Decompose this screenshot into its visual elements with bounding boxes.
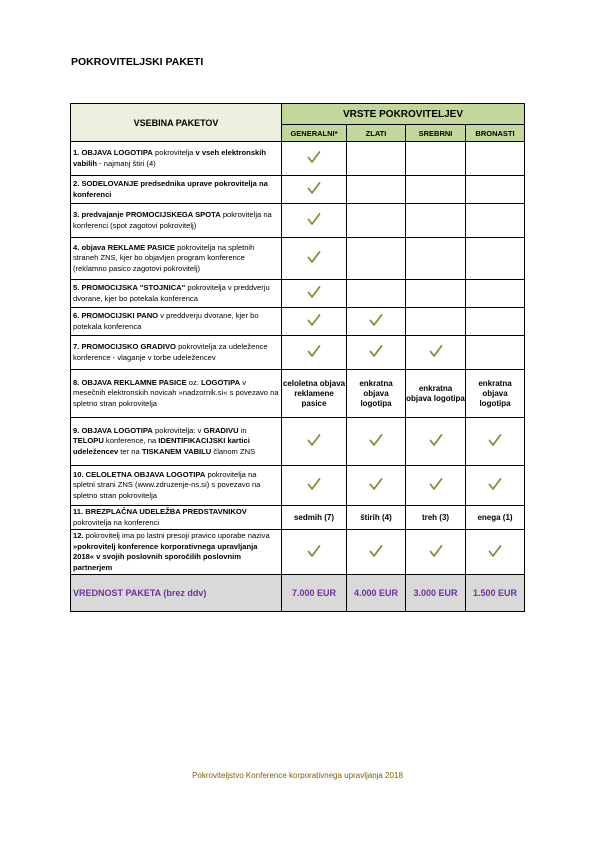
description-text: 11. BREZPLAČNA UDELEŽBA PREDSTAVNIKOV [73,507,247,516]
value-cell: enkratna objava logotipa [347,370,406,418]
checkmark-icon [429,344,443,358]
description-text: IDENTIFIKACIJSKI kartici udeležencev [73,436,250,456]
check-cell [282,204,347,238]
empty-cell [466,280,525,308]
description-text: pokrovitelja v preddverju dvorane, kjer bo potekala konferenca [73,283,270,303]
empty-cell [406,308,466,336]
table-row [71,370,525,418]
check-cell [282,530,347,575]
description-text: TISKANEM VABILU [141,446,212,456]
row-description [71,238,282,280]
description-text: pokrovitelja [152,148,196,157]
check-cell [347,466,406,506]
check-cell [282,238,347,280]
checkmark-icon [488,433,502,447]
empty-cell [406,280,466,308]
value-cell: enkratna objava logotipa [406,370,466,418]
description-text: 5. PROMOCIJSKA "STOJNICA" [73,283,186,292]
row-description [71,204,282,238]
checkmark-icon [307,344,321,358]
empty-cell [406,176,466,204]
empty-cell [347,204,406,238]
row-description [71,176,282,204]
description-text: »pokrovitelj konference korporativnega upravljanja 2018« v svojih poslovnih sporočilih poslovnim partnerjem [73,541,258,572]
check-cell [282,176,347,204]
description-text: konference, na [103,436,159,446]
checkmark-icon [307,150,321,164]
description-text: oz. [186,377,201,387]
description-text: v preddverju dvorane, kjer bo potekala konferenca [73,311,259,331]
table-row [71,530,525,575]
checkmark-icon [429,544,443,558]
description-text: ter na [118,446,142,456]
check-cell [347,418,406,466]
checkmark-icon [307,544,321,558]
description-text: 9. OBJAVA LOGOTIPA [73,425,153,435]
checkmark-icon [307,477,321,491]
content-header: VSEBINA PAKETOV [71,104,282,142]
check-cell [466,466,525,506]
row-description [71,466,282,506]
column-header-zlati: ZLATI [347,125,406,142]
empty-cell [347,238,406,280]
description-text: članom ZNS [211,446,256,456]
checkmark-icon [307,313,321,327]
description-text: pokrovitelja na konferenci [73,517,160,527]
table-row [71,204,525,238]
description-text: TELOPU [73,436,104,446]
empty-cell [466,308,525,336]
package-value-label: VREDNOST PAKETA (brez ddv) [71,575,282,612]
table-row [71,280,525,308]
description-text: pokrovitelja na spletni strani ZNS (www.zdruzenje-ns.si) s povezavo na spletno stran pokrovitelja [73,469,261,500]
checkmark-icon [429,477,443,491]
table-row [71,336,525,370]
empty-cell [406,142,466,176]
empty-cell [347,280,406,308]
package-value-generalni: 7.000 EUR [282,575,347,612]
check-cell [282,308,347,336]
value-cell: štirih (4) [347,506,406,530]
checkmark-icon [307,433,321,447]
row-description [71,370,282,418]
check-cell [466,530,525,575]
page-title: POKROVITELJSKI PAKETI [71,56,204,68]
description-text: - najmanj štiri (4) [97,158,156,168]
check-cell [347,530,406,575]
column-header-srebrni: SREBRNI [406,125,466,142]
row-description [71,506,282,530]
description-text: pokrovitelja na konferenci (spot zagotovi pokrovitelj) [73,210,272,230]
checkmark-icon [429,433,443,447]
description-text: 3. predvajanje PROMOCIJSKEGA SPOTA [73,210,221,219]
row-description [71,142,282,176]
description-text: pokrovitelj ima po lastni presoji pravico uporabe naziva [83,531,270,540]
check-cell [466,418,525,466]
description-text: in [238,425,247,435]
column-header-bronasti: BRONASTI [466,125,525,142]
checkmark-icon [307,250,321,264]
table-row [71,142,525,176]
checkmark-icon [307,181,321,195]
check-cell [406,530,466,575]
description-text: 10. CELOLETNA OBJAVA LOGOTIPA [73,469,206,479]
checkmark-icon [369,477,383,491]
check-cell [282,336,347,370]
column-header-generalni: GENERALNI* [282,125,347,142]
table-row [71,506,525,530]
description-text: pokrovitelja za udeležence konference - vlaganje v torbe udeležencev [73,342,268,362]
empty-cell [466,142,525,176]
check-cell [282,466,347,506]
description-text: v mesečnih elektronskih novicah »nadzornik.si« s povezavo na spletno stran pokrovitelja [73,377,279,408]
empty-cell [466,336,525,370]
empty-cell [466,238,525,280]
table-row [71,418,525,466]
description-text: 6. PROMOCIJSKI PANO [73,311,159,320]
empty-cell [406,204,466,238]
checkmark-icon [369,433,383,447]
check-cell [282,418,347,466]
description-text: pokrovitelja na spletnih straneh ZNS, kjer bo objavljen program konference (reklamno pasico zagotovi pokrovitelj) [73,242,255,273]
check-cell [347,336,406,370]
sponsorship-table [70,103,525,612]
check-cell [406,336,466,370]
empty-cell [347,142,406,176]
empty-cell [466,176,525,204]
checkmark-icon [488,544,502,558]
description-text: GRADIVU [203,425,239,435]
description-text: 7. PROMOCIJSKO GRADIVO [73,342,176,351]
row-description [71,308,282,336]
description-text: 2. SODELOVANJE predsednika uprave pokrovitelja na konferenci [73,179,268,199]
package-value-srebrni: 3.000 EUR [406,575,466,612]
row-description [71,336,282,370]
value-cell: treh (3) [406,506,466,530]
description-text: 1. OBJAVA LOGOTIPA [73,148,153,157]
package-value-bronasti: 1.500 EUR [466,575,525,612]
description-text: 8. OBJAVA REKLAMNE PASICE [73,377,187,387]
empty-cell [466,204,525,238]
description-text: v vseh elektronskih vabilih [73,148,267,168]
description-text: 4. objava REKLAME PASICE [73,242,175,252]
value-cell: enkratna objava logotipa [466,370,525,418]
check-cell [347,308,406,336]
checkmark-icon [307,285,321,299]
empty-cell [347,176,406,204]
checkmark-icon [369,313,383,327]
value-cell: sedmih (7) [282,506,347,530]
description-text: pokrovitelja: v [152,425,204,435]
row-description [71,530,282,575]
row-description [71,418,282,466]
table-row [71,466,525,506]
empty-cell [406,238,466,280]
description-text: LOGOTIPA [201,377,241,387]
checkmark-icon [307,212,321,226]
table-row [71,176,525,204]
page-footer: Pokroviteljstvo Konference korporativnega upravljanja 2018 [192,771,403,780]
checkmark-icon [369,544,383,558]
check-cell [282,280,347,308]
checkmark-icon [488,477,502,491]
value-cell: enega (1) [466,506,525,530]
package-value-zlati: 4.000 EUR [347,575,406,612]
table-row [71,308,525,336]
value-cell: celoletna objava reklamene pasice [282,370,347,418]
description-text: 12. [73,531,84,540]
sponsor-types-header: VRSTE POKROVITELJEV [282,104,525,125]
check-cell [282,142,347,176]
check-cell [406,418,466,466]
check-cell [406,466,466,506]
table-row [71,238,525,280]
checkmark-icon [369,344,383,358]
row-description [71,280,282,308]
